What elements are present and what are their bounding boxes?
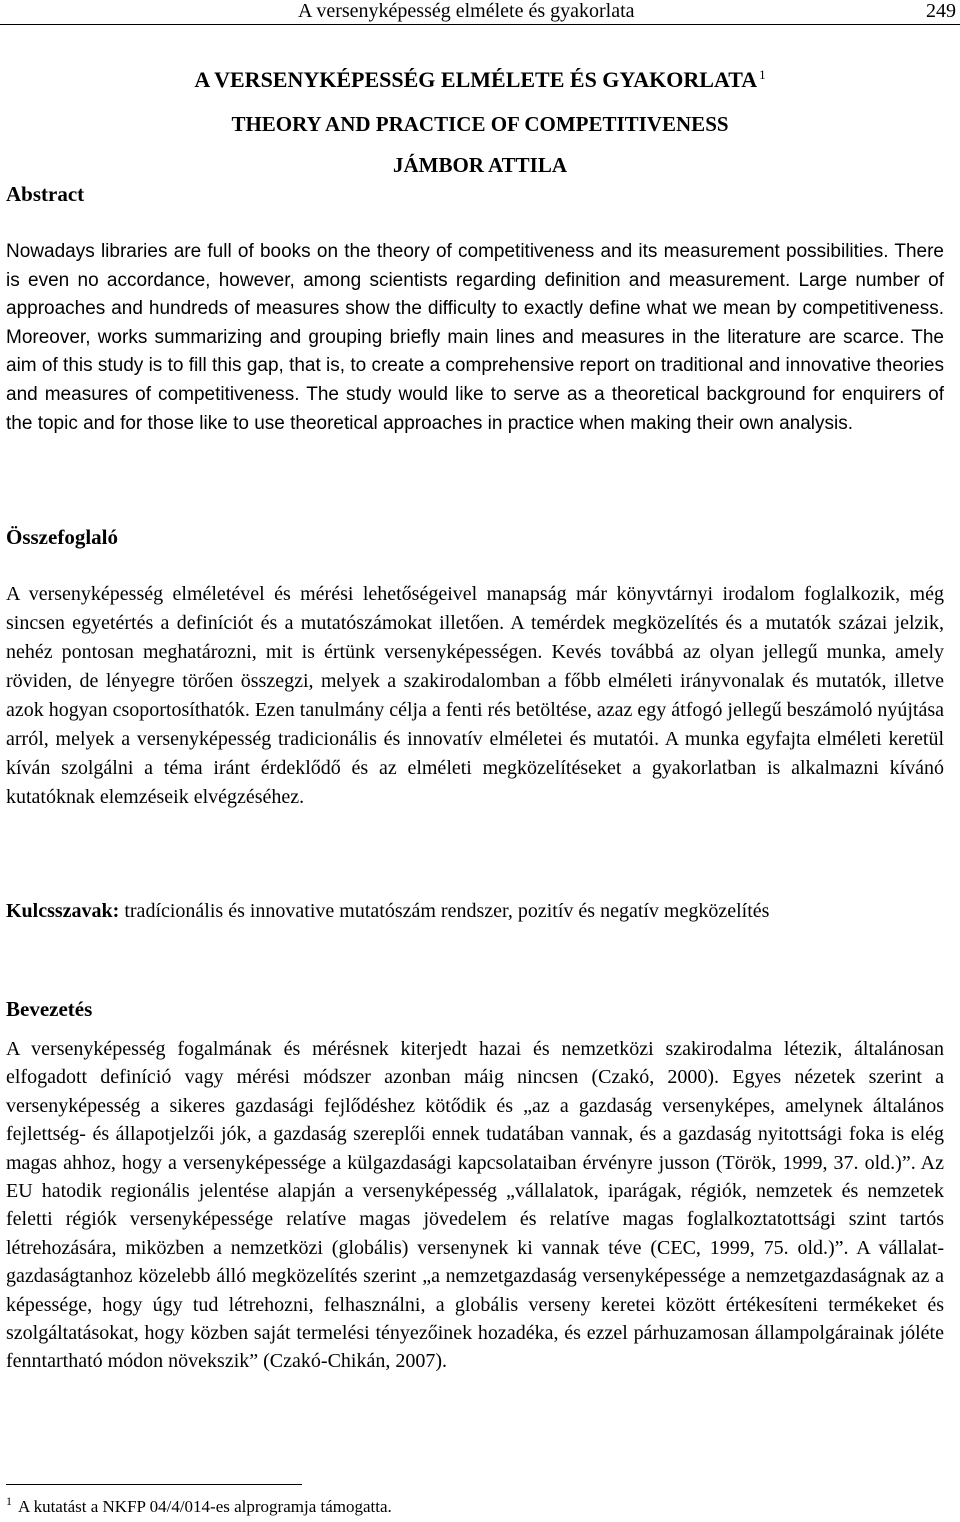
keywords-paragraph (6, 897, 944, 926)
introduction-text: A versenyképesség fogalmának és mérésnek kiterjedt hazai és nemzetközi szakirodalma létezik, általánosan elfogadott definíció vagy mérési módszer azonban máig nincsen (Czakó, 2000). Egyes nézetek szerint a versenyképesség a sikeres gazdasági fejlődéshez kötődik és „az a gazdaság versenyképes, amelynek általános fejlettség- és állapotjelzői jók, a gazdaság szereplői ennek tudatában vannak, és a gazdaság nyitottsági foka is elég magas ahhoz, hogy a versenyképessége a külgazdasági kapcsolataiban érvényre jusson (Török, 1999, 37. old.)”. Az EU hatodik regionális jelentése alapján a versenyképesség „vállalatok, iparágak, régiók, nemzetek és nemzetek feletti régiók versenyképessége relatíve magas jövedelem és relatíve magas foglalkoztatottsági szint tartós létrehozására, miközben a nemzetközi (globális) versenynek ki vannak téve (CEC, 1999, 75. old.)”. A vállalat-gazdaságtanhoz közelebb álló megközelítés szerint „a nemzetgazdaság versenyképessége a nemzetgazdaságnak az a képessége, hogy úgy tud létrehozni, felhasználni, a globális verseny keretei között értékesíteni termékeket és szolgáltatásokat, hogy közben saját termelési tényezőinek hozadéka, és ezzel párhuzamosan állampolgárainak jóléte fenntartható módon növekszik” (Czakó-Chikán, 2007). (6, 1038, 944, 1373)
keywords-text: tradícionális és innovative mutatószám rendszer, pozitív és negatív megközelítés (124, 900, 770, 922)
footnote-rule (6, 1484, 302, 1485)
abstract-text: Nowadays libraries are full of books on the theory of competitiveness and its measurement possibilities. There is even no accordance, however, among scientists regarding definition and measurement. Large number of approaches and hundreds of measures show the difficulty to exactly define what we mean by competitiveness. Moreover, works summarizing and grouping briefly main lines and measures in the literature are scarce. The aim of this study is to fill this gap, that is, to create a comprehensive report on traditional and innovative theories and measures of competitiveness. The study would like to serve as a theoretical background for enquirers of the topic and for those like to use theoretical approaches in practice when making their own analysis. (6, 241, 944, 434)
abstract-heading: Abstract (6, 182, 85, 206)
footnote (6, 1496, 392, 1518)
introduction-heading: Bevezetés (6, 997, 93, 1021)
author-name: JÁMBOR ATTILA (392, 153, 568, 177)
title-hungarian-text: A VERSENYKÉPESSÉG ELMÉLETE ÉS GYAKORLATA (194, 67, 758, 92)
title-english: THEORY AND PRACTICE OF COMPETITIVENESS (231, 112, 729, 136)
keywords-label: Kulcsszavak: (6, 900, 120, 922)
running-head (0, 0, 960, 22)
running-head-title: A versenyképesség elmélete és gyakorlata (298, 0, 635, 22)
title-hungarian (0, 66, 960, 94)
title-footnote-mark[interactable]: 1 (759, 66, 766, 82)
page-number: 249 (926, 0, 956, 22)
summary-text: A versenyképesség elméletével és mérési lehetőségeivel manapság már könyvtárnyi irodalom foglalkozik, még sincsen egyetértés a definíciót és a mutatószámokat illetően. A temérdek megközelítés és a mutatók százai jelzik, nehéz pontosan meghatározni, mit is értünk versenyképességen. Kevés továbbá az olyan jellegű munka, amely röviden, de lényegre törően összegzi, melyek a szakirodalomban a főbb elméleti irányvonalak és mutatók, illetve azok hogyan csoportosíthatók. Ezen tanulmány célja a fenti rés betöltése, azaz egy átfogó jellegű beszámoló nyújtása arról, melyek a versenyképesség tradicionális és innovatív elméletei és mutatói. A munka egyfajta elméleti keretül kíván szolgálni a téma iránt érdeklődő és az elméleti megközelítéseket a gyakorlatban is alkalmazni kívánó kutatóknak elemzéseik elvégzéséhez. (6, 583, 944, 808)
header-rule (0, 24, 960, 25)
footnote-mark: 1 (6, 1494, 12, 1509)
summary-heading: Összefoglaló (6, 525, 118, 549)
footnote-text: A kutatást a NKFP 04/4/014-es alprogramja támogatta. (18, 1497, 392, 1516)
